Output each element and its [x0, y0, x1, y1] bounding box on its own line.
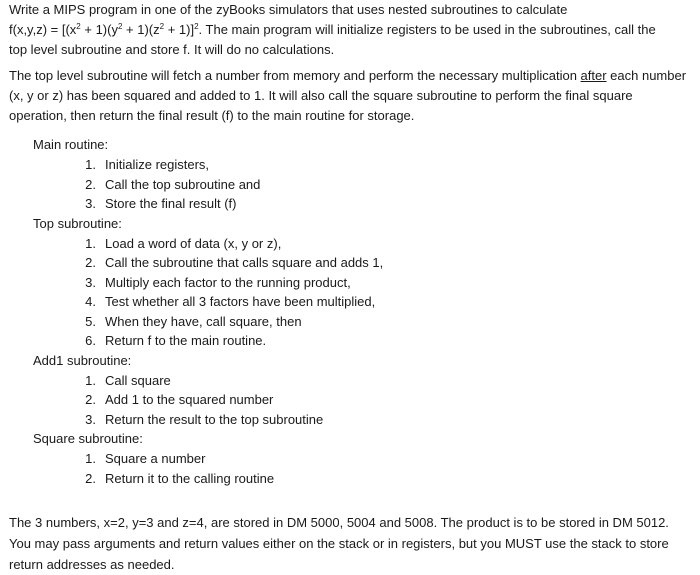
- list-item: 1. Call square: [85, 372, 171, 388]
- underlined-after: after: [580, 68, 607, 83]
- list-item: 2. Call the subroutine that calls square and adds 1,: [85, 255, 384, 270]
- intro-paragraph: [9, 0, 693, 60]
- top-desc-part2: each number (x, y or z) has been squared and added to 1. It will also call the square subroutine to perform the final square operation, then return the final result (f) to the main routine for storage.: [9, 68, 687, 123]
- list-item: 1. Square a number: [85, 451, 206, 466]
- list-item: 1. Load a word of data (x, y or z),: [85, 235, 282, 251]
- closing-paragraph: The 3 numbers, x=2, y=3 and z=4, are stored in DM 5000, 5004 and 5008. The product is to be stored in DM 5012. You may pass arguments and return values either on the stack or in registers, but you MUST use the stack to store return addresses as needed.: [9, 515, 669, 572]
- list-item: 3. Store the final result (f): [85, 196, 237, 211]
- list-item: 1. Initialize registers,: [85, 157, 210, 172]
- list-item: 3. Return the result to the top subroutine: [85, 411, 324, 427]
- routine-outline: [33, 135, 653, 488]
- intro-line-2-rest: . The main program will initialize registers to be used in the subroutines, call the: [198, 22, 656, 37]
- intro-line-3: top level subroutine and store f. It will do no calculations.: [9, 42, 335, 57]
- top-description-paragraph: [9, 66, 693, 126]
- list-item: 6. Return f to the main routine.: [85, 333, 267, 348]
- section-title-square: Square subroutine:: [33, 431, 143, 446]
- list-item: 2. Call the top subroutine and: [85, 176, 261, 192]
- list-item: 2. Return it to the calling routine: [85, 470, 275, 486]
- list-item: 4. Test whether all 3 factors have been multiplied,: [85, 294, 376, 309]
- list-item: 5. When they have, call square, then: [85, 313, 302, 329]
- intro-line-1: Write a MIPS program in one of the zyBooks simulators that uses nested subroutines to calculate: [9, 2, 568, 17]
- list-item: 3. Multiply each factor to the running product,: [85, 274, 351, 290]
- formula: $f(x,y,z) = [(x^2 + 1)(y^2 + 1)(z^2 + 1)]^2$: [9, 22, 199, 37]
- top-desc-part1: The top level subroutine will fetch a number from memory and perform the necessary multiplication: [9, 68, 581, 83]
- section-title-main: Main routine:: [33, 137, 109, 152]
- section-title-add1: Add1 subroutine:: [33, 352, 132, 368]
- section-title-top: Top subroutine:: [33, 215, 122, 231]
- list-item: 2. Add 1 to the squared number: [85, 392, 274, 407]
